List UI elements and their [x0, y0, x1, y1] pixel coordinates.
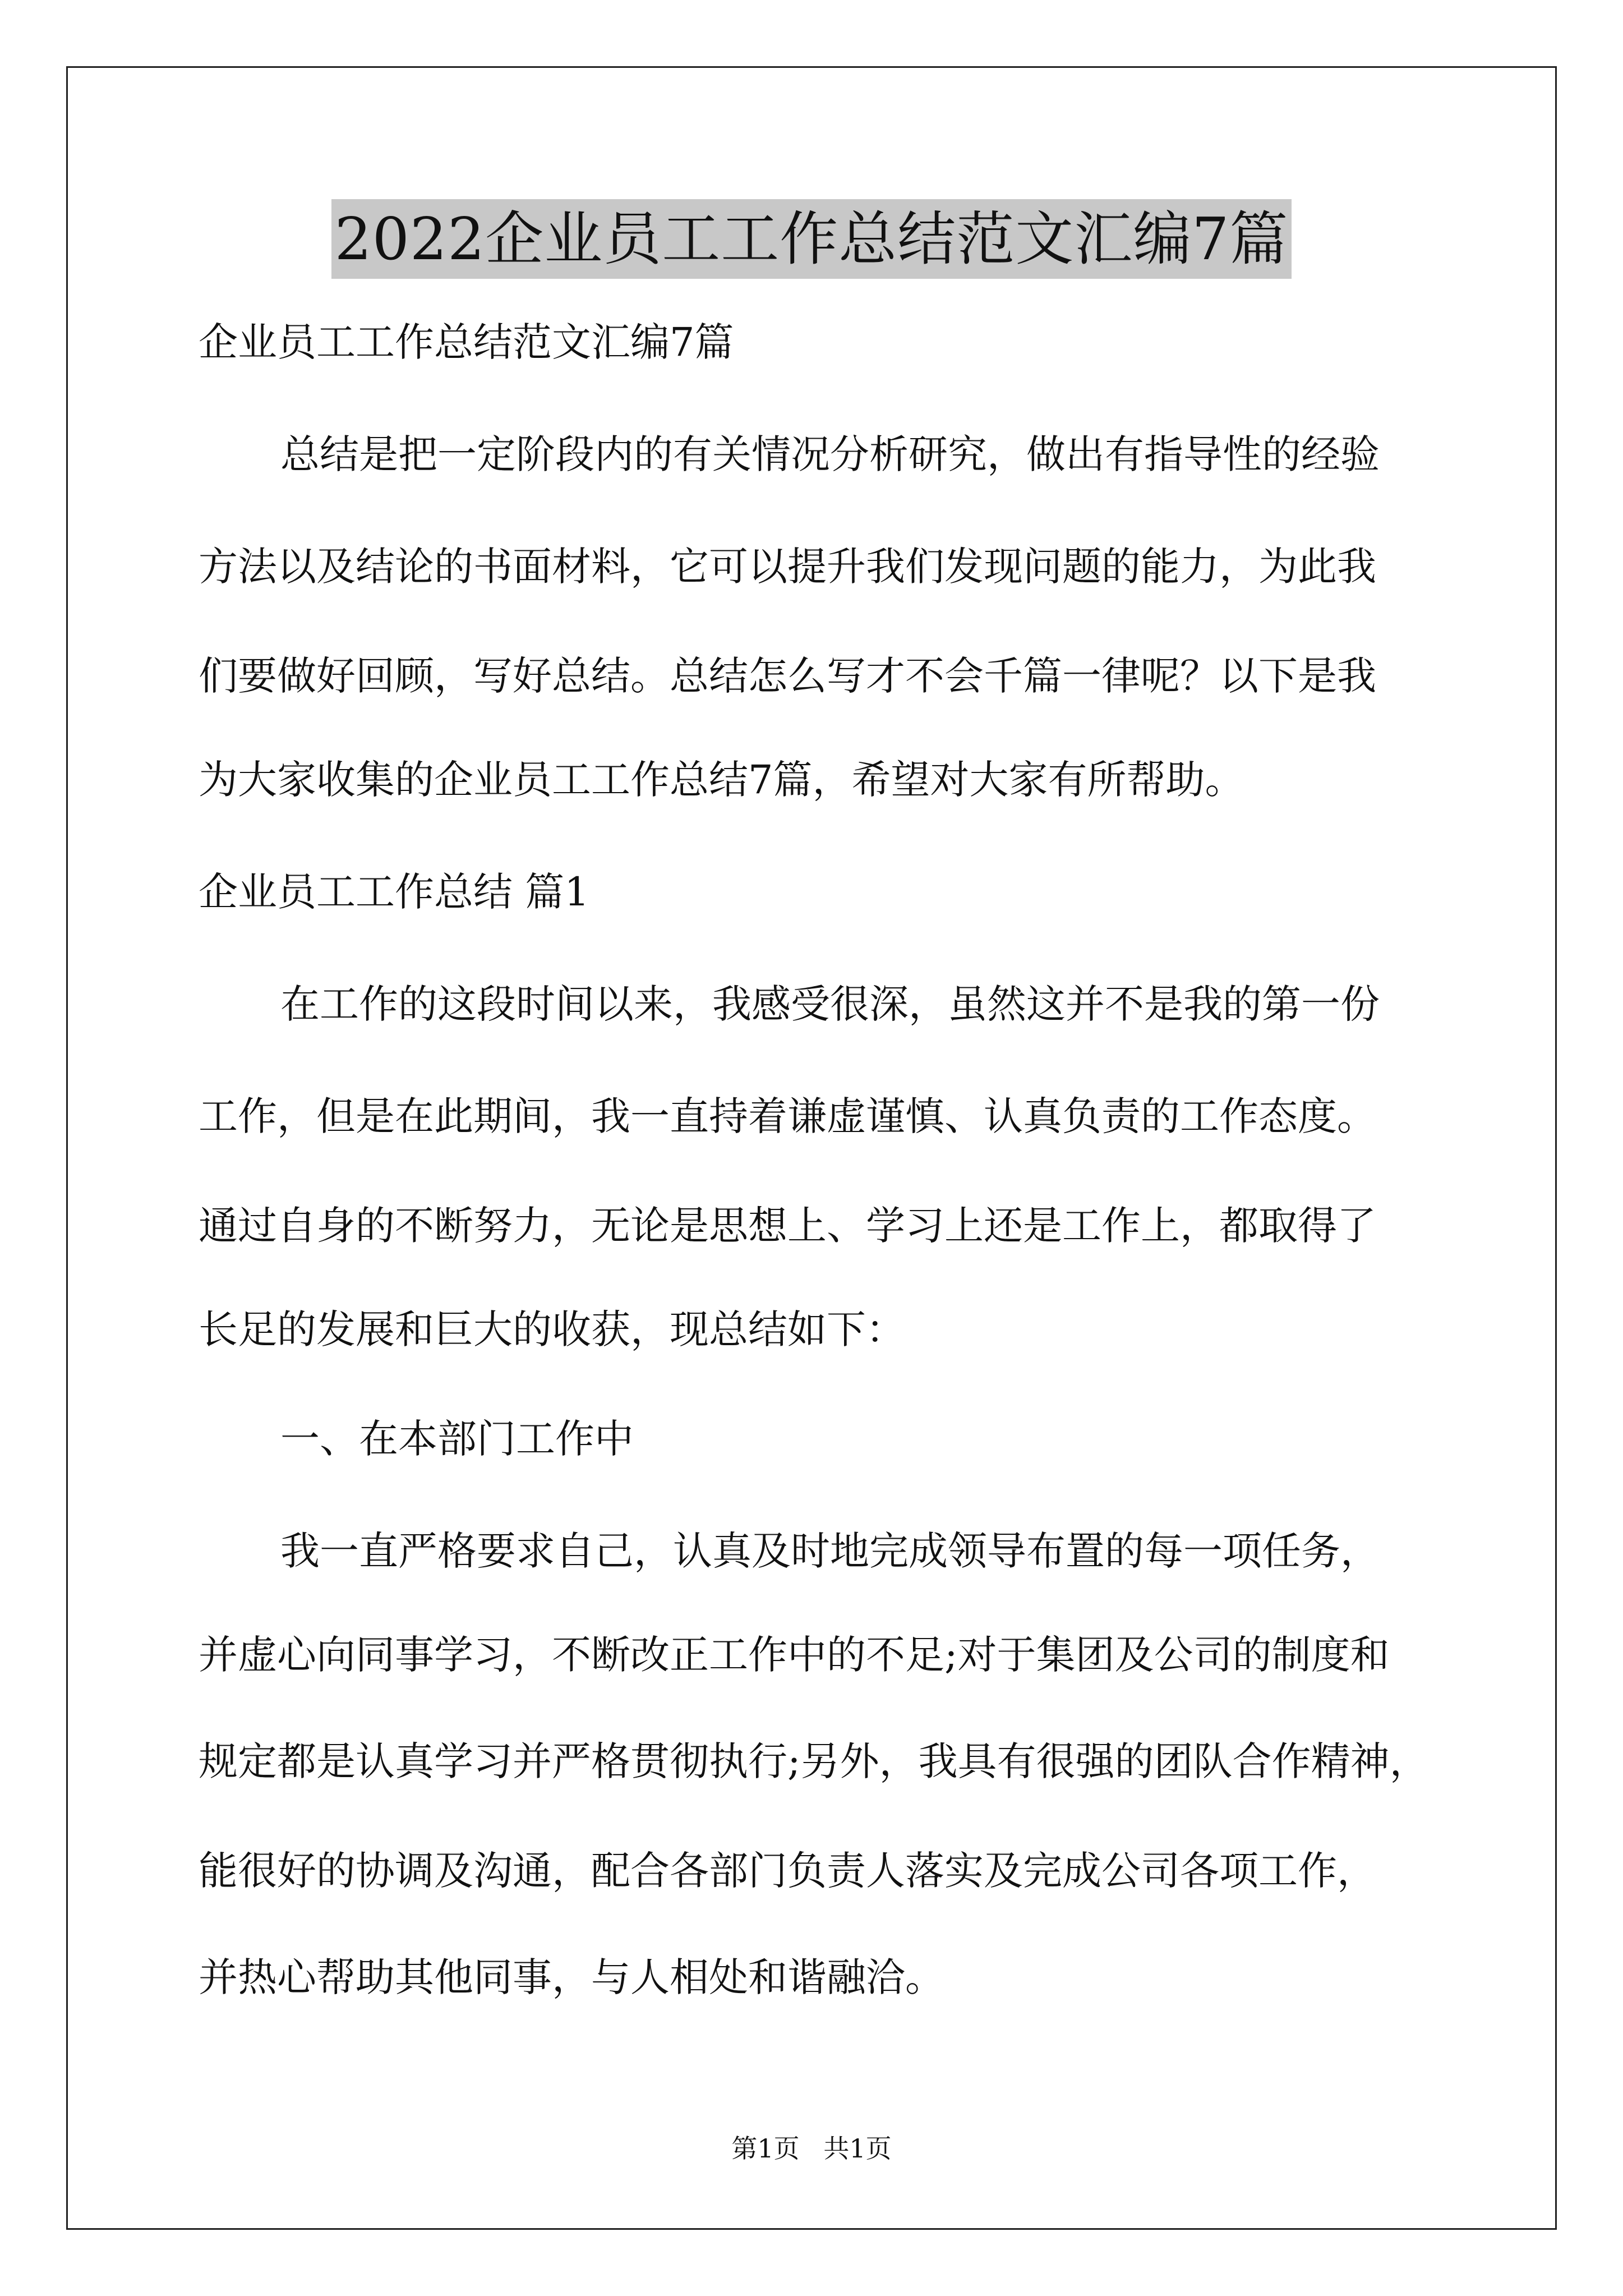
paragraph-line: 方法以及结论的书面材料，它可以提升我们发现问题的能力，为此我: [199, 544, 1376, 590]
subsection-heading: 一、在本部门工作中: [280, 1416, 634, 1462]
paragraph-line: 工作，但是在此期间，我一直持着谦虚谨慎、认真负责的工作态度。: [199, 1093, 1376, 1139]
paragraph-line: 总结是把一定阶段内的有关情况分析研究，做出有指导性的经验: [280, 431, 1380, 477]
page-footer: [0, 2132, 1623, 2165]
page-number-total: 共1页: [823, 2133, 892, 2164]
document-title-text: 2022企业员工工作总结范文汇编7篇: [331, 199, 1292, 279]
paragraph-line: 我一直严格要求自己，认真及时地完成领导布置的每一项任务，: [280, 1528, 1380, 1574]
paragraph-line: 通过自身的不断努力，无论是思想上、学习上还是工作上，都取得了: [199, 1203, 1376, 1249]
paragraph-line: 能很好的协调及沟通，配合各部门负责人落实及完成公司各项工作，: [199, 1848, 1376, 1894]
paragraph-line: 们要做好回顾，写好总结。总结怎么写才不会千篇一律呢？以下是我: [199, 653, 1376, 699]
paragraph-line: 规定都是认真学习并严格贯彻执行;另外，我具有很强的团队合作精神，: [199, 1738, 1429, 1784]
section-heading: 企业员工工作总结 篇1: [199, 869, 589, 915]
subtitle-line: 企业员工工作总结范文汇编7篇: [199, 319, 734, 365]
paragraph-line: 长足的发展和巨大的收获，现总结如下：: [199, 1306, 905, 1352]
paragraph-line: 并热心帮助其他同事，与人相处和谐融洽。: [199, 1954, 944, 2000]
page-number-current: 第1页: [731, 2133, 800, 2164]
paragraph-line: 并虚心向同事学习，不断改正工作中的不足;对于集团及公司的制度和: [199, 1632, 1390, 1678]
paragraph-line: 在工作的这段时间以来，我感受很深，虽然这并不是我的第一份: [280, 981, 1380, 1027]
page-border: [66, 66, 1557, 2230]
document-title: [0, 199, 1623, 279]
paragraph-line: 为大家收集的企业员工工作总结7篇，希望对大家有所帮助。: [199, 757, 1244, 803]
